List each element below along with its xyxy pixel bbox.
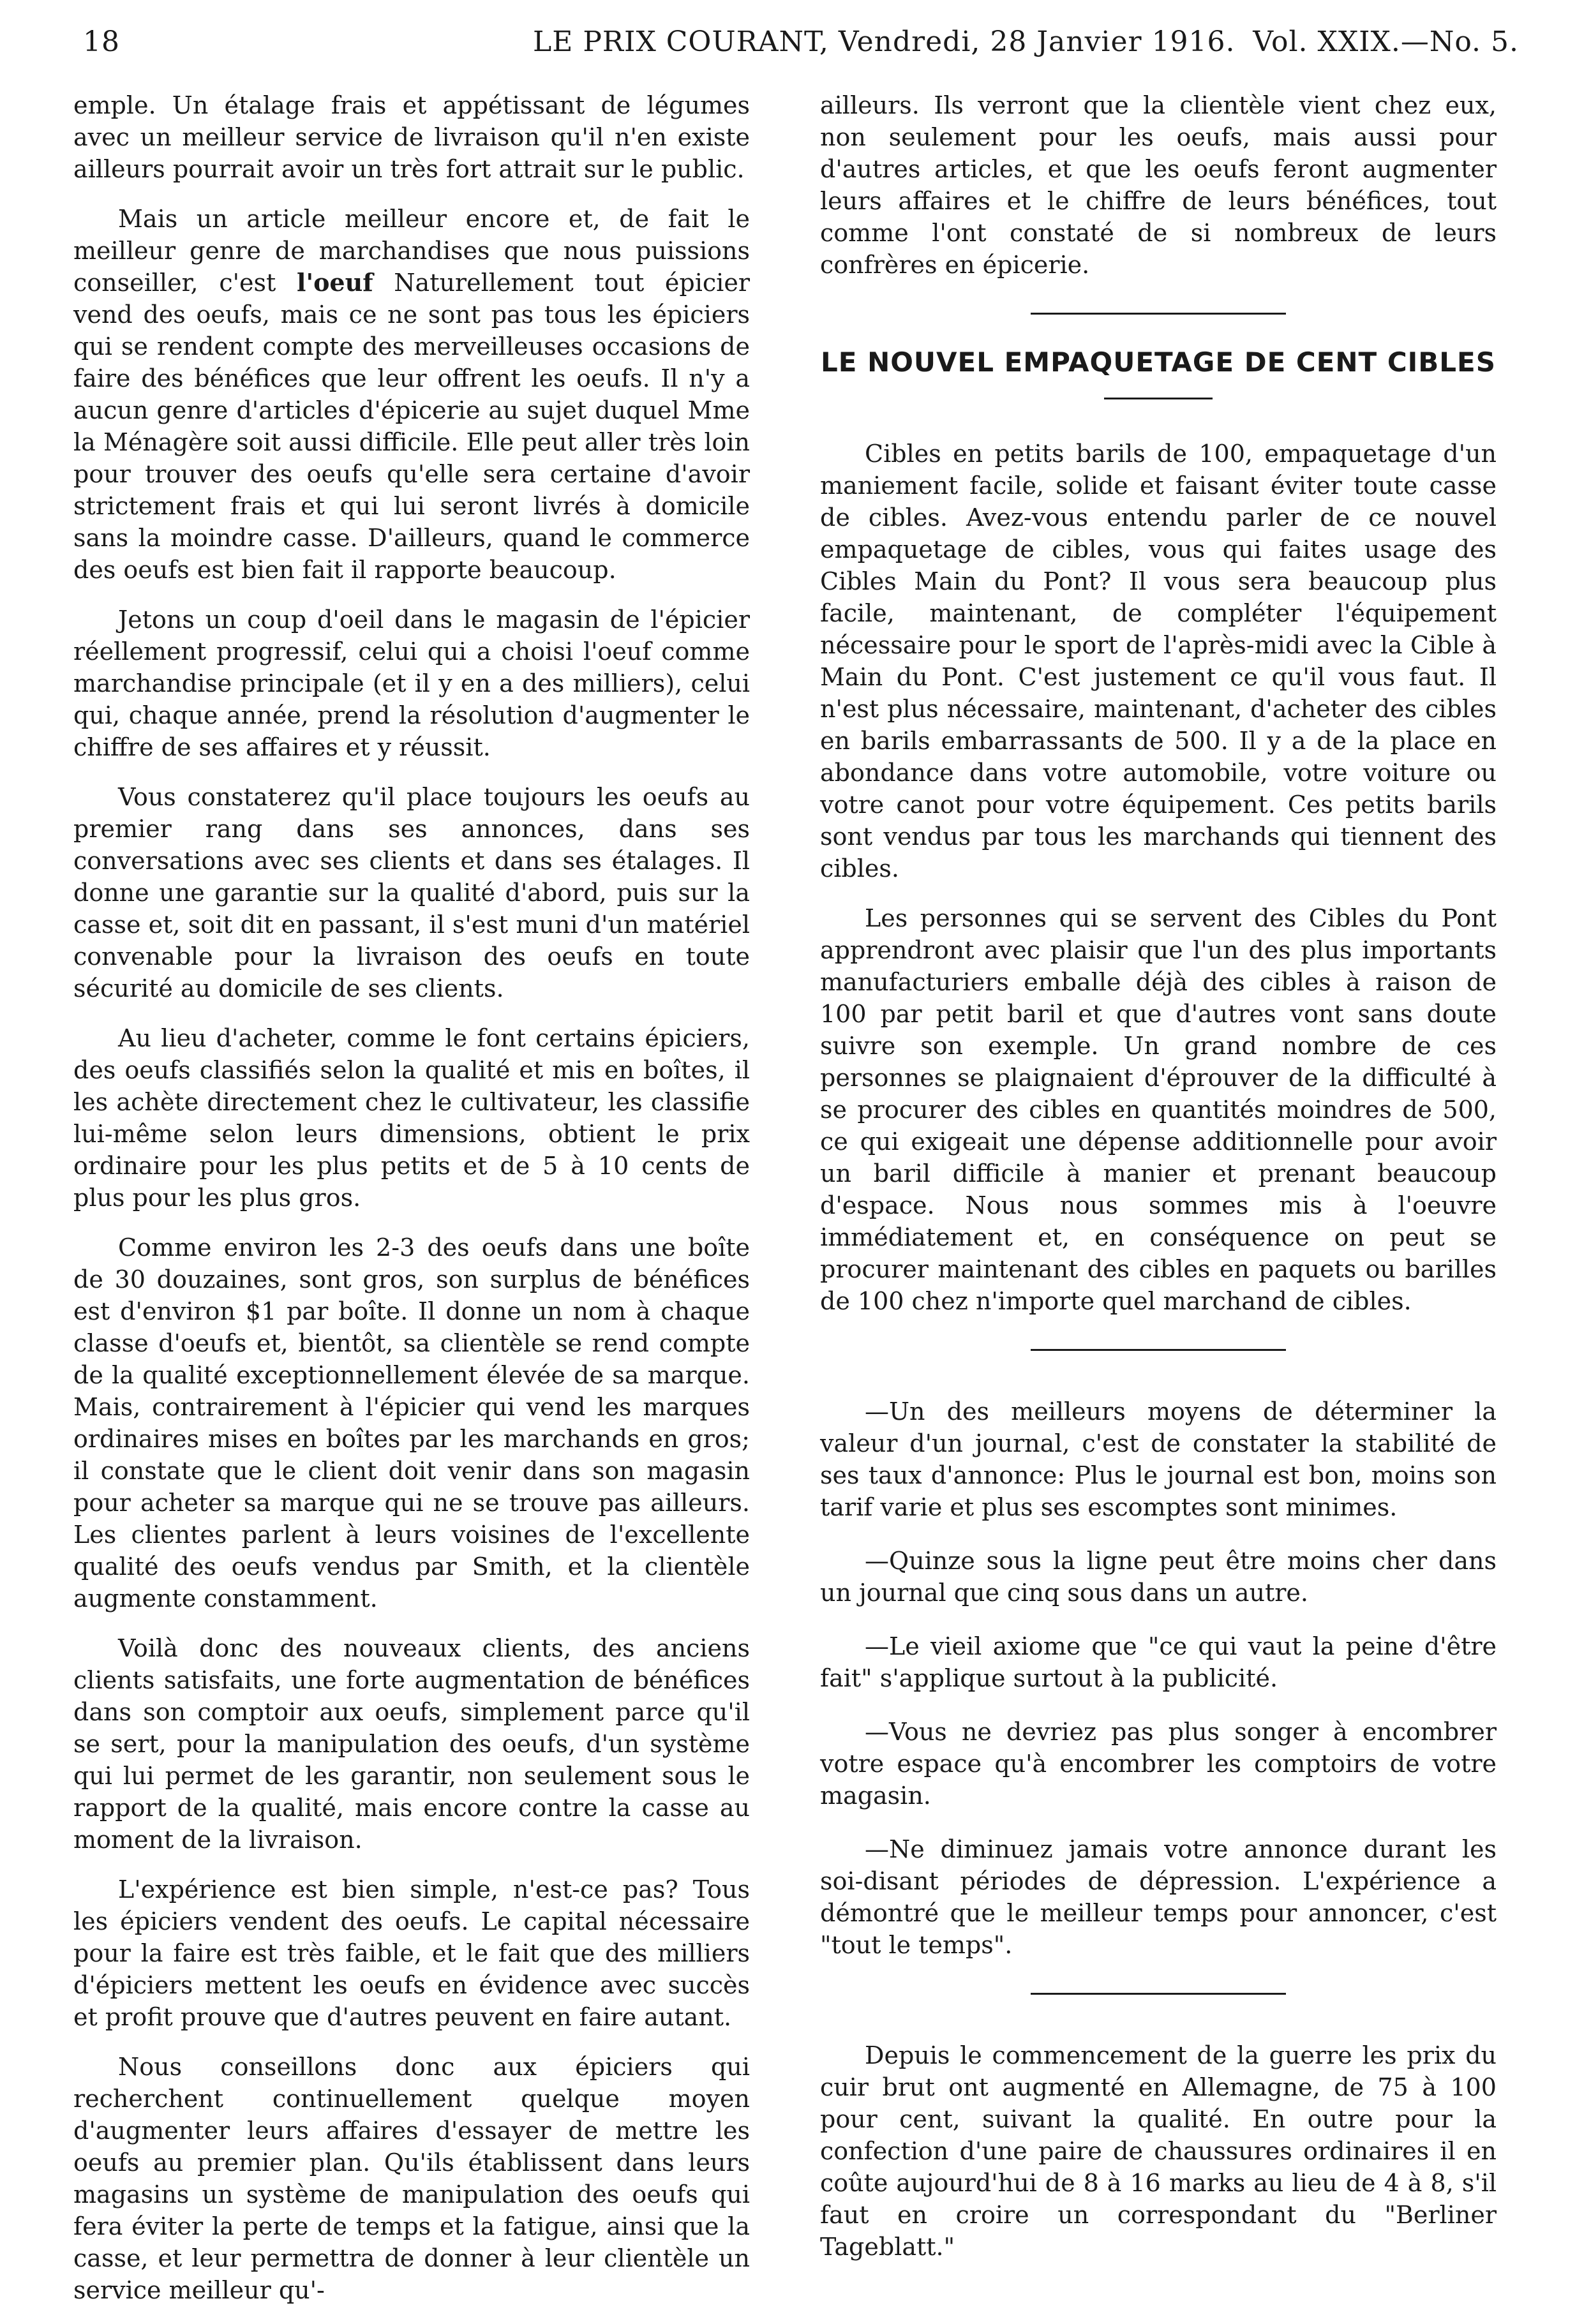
paragraph: Les personnes qui se servent des Cibles du Pont apprendront avec plaisir que l'un des plus importants manufacturiers emballe déjà des cibles à raison de 100 par petit baril et que d'autres vont sans doute suivre son exemple. Un grand nombre de ces personnes se plaignaient d'éprouver de la difficulté à se procurer des cibles en quantités moindres de 500, ce qui exigeait une dépense additionnelle pour avoir un baril difficile à manier et prenant beaucoup d'espace. Nous nous sommes mis à l'oeuvre immédiatement et, en conséquence on peut se procurer maintenant des cibles en paquets ou barilles de 100 chez n'importe quel marchand de cibles. xyxy=(820,904,1497,1315)
section-divider xyxy=(1031,1349,1286,1351)
paragraph-text: Naturellement tout épicier vend des oeufs, mais ce ne sont pas tous les épiciers qui se rendent compte des merveilleuses occasions de faire des bénéfices que leur offrent les oeufs. Il n'y a aucun genre d'articles d'épicerie au sujet duquel Mme la Ménagère soit aussi difficile. Elle peut aller très loin pour trouver des oeufs qu'elle sera certaine d'avoir strictement frais et qui lui seront livrés à domicile sans la moindre casse. D'ailleurs, quand le commerce des oeufs est bien fait il rapporte beaucoup. xyxy=(73,269,750,584)
paragraph-text: Mais un article meilleur encore et, de fait le meilleur genre de marchandises que nous puissions conseiller, c'est xyxy=(73,205,750,297)
brief-item: —Vous ne devriez pas plus songer à encombrer votre espace qu'à encombrer les comptoirs de votre magasin. xyxy=(820,1718,1497,1810)
headline-rule xyxy=(1104,398,1213,399)
paragraph: Vous constaterez qu'il place toujours les oeufs au premier rang dans ses annonces, dans ses conversations avec ses clients et dans ses étalages. Il donne une garantie sur la qualité d'abord, puis sur la casse et, soit dit en passant, il s'est muni d'un matériel convenable pour la livraison des oeufs en toute sécurité au domicile de ses clients. xyxy=(73,783,750,1002)
brief-item: —Le vieil axiome que "ce qui vaut la peine d'être fait" s'applique surtout à la publicité. xyxy=(820,1632,1497,1692)
brief-item: —Un des meilleurs moyens de déterminer la valeur d'un journal, c'est de constater la stabilité de ses taux d'annonce: Plus le journal est bon, moins son tarif varie et plus ses escomptes sont minimes. xyxy=(820,1397,1497,1521)
paragraph: Au lieu d'acheter, comme le font certains épiciers, des oeufs classifiés selon la qualité et mis en boîtes, il les achète directement chez le cultivateur, les classifie lui-même selon leurs dimensions, obtient le prix ordinaire pour les plus petits et de 5 à 10 cents de plus pour les plus gros. xyxy=(73,1024,750,1212)
paragraph: emple. Un étalage frais et appétissant de légumes avec un meilleur service de livraison qu'il n'en existe ailleurs pourrait avoir un très fort attrait sur le public. xyxy=(73,91,750,183)
right-column xyxy=(820,89,1497,2281)
paragraph: Cibles en petits barils de 100, empaquetage d'un maniement facile, solide et faisant éviter toute casse de cibles. Avez-vous entendu parler de ce nouvel empaquetage de cibles, vous qui faites usage des Cibles Main du Pont? Il vous sera beaucoup plus facile, maintenant, de compléter l'équipement nécessaire pour le sport de l'après-midi avec la Cible à Main du Pont. C'est justement ce qu'il vous faut. Il n'est plus nécessaire, maintenant, d'acheter des cibles en barils embarrassants de 500. Il y a de la place en abondance dans votre automobile, votre voiture ou votre canot pour votre équipement. Ces petits barils sont vendus par tous les marchands qui tiennent des cibles. xyxy=(820,440,1497,883)
section-divider xyxy=(1031,313,1286,315)
paragraph xyxy=(73,203,750,586)
paragraph: Jetons un coup d'oeil dans le magasin de l'épicier réellement progressif, celui qui a choisi l'oeuf comme marchandise principale (et il y en a des milliers), celui qui, chaque année, prend la résolution d'augmenter le chiffre de ses affaires et y réussit. xyxy=(73,606,750,761)
paragraph: Voilà donc des nouveaux clients, des anciens clients satisfaits, une forte augmentation de bénéfices dans son comptoir aux oeufs, simplement parce qu'il se sert, pour la manipulation des oeufs, d'un système qui lui permet de les garantir, non seulement sous le rapport de la qualité, mais encore contre la casse au moment de la livraison. xyxy=(73,1634,750,1854)
paragraph: L'expérience est bien simple, n'est-ce pas? Tous les épiciers vendent des oeufs. Le capital nécessaire pour la faire est très faible, et le fait que des milliers d'épiciers mettent les oeufs en évidence avec succès et profit prouve que d'autres peuvent en faire autant. xyxy=(73,1875,750,2031)
page-number: 18 xyxy=(83,26,120,58)
emphasis-oeuf: l'oeuf xyxy=(297,268,373,297)
running-header xyxy=(83,19,1519,70)
brief-item: —Quinze sous la ligne peut être moins cher dans un journal que cinq sous dans un autre. xyxy=(820,1547,1497,1607)
paragraph: Depuis le commencement de la guerre les prix du cuir brut ont augmenté en Allemagne, de 75 à 100 pour cent, suivant la qualité. En outre pour la confection d'une paire de chaussures ordinaires il en coûte aujourd'hui de 8 à 16 marks au lieu de 4 à 8, s'il faut en croire un correspondant du "Berliner Tageblatt." xyxy=(820,2041,1497,2261)
article-headline: LE NOUVEL EMPAQUETAGE DE CENT CIBLES xyxy=(821,346,1496,378)
paragraph: ailleurs. Ils verront que la clientèle vient chez eux, non seulement pour les oeufs, mais aussi pour d'autres articles, et que les oeufs feront augmenter leurs affaires et le chiffre de leurs bénéfices, tout comme l'ont constaté de si nombreux de leurs confrères en épicerie. xyxy=(820,91,1497,279)
publication-date-line: LE PRIX COURANT, Vendredi, 28 Janvier 1916. xyxy=(533,26,1236,58)
paragraph: Nous conseillons donc aux épiciers qui recherchent continuellement quelque moyen d'augmenter leurs affaires d'essayer de mettre les oeufs au premier plan. Qu'ils établissent dans leurs magasins un système de manipulation des oeufs qui fera éviter la perte de temps et la fatigue, ainsi que la casse, et leur permettra de donner à leur clientèle un service meilleur qu'- xyxy=(73,2053,750,2304)
volume-number: Vol. XXIX.—No. 5. xyxy=(1253,26,1519,58)
section-divider xyxy=(1031,1993,1286,1995)
brief-item: —Ne diminuez jamais votre annonce durant les soi-disant périodes de dépression. L'expérience a démontré que le meilleur temps pour annoncer, c'est "tout le temps". xyxy=(820,1835,1497,1959)
left-column xyxy=(73,89,750,2324)
paragraph: Comme environ les 2-3 des oeufs dans une boîte de 30 douzaines, sont gros, son surplus de bénéfices est d'environ $1 par boîte. Il donne un nom à chaque classe d'oeufs et, bientôt, sa clientèle se rend compte de la qualité exceptionnellement élevée de sa marque. Mais, contrairement à l'épicier qui vend les marques ordinaires mises en boîtes par les marchands en gros; il constate que le client doit venir dans son magasin pour acheter sa marque qui ne se trouve pas ailleurs. Les clientes parlent à leurs voisines de l'excellente qualité des oeufs vendus par Smith, et la clientèle augmente constamment. xyxy=(73,1233,750,1613)
